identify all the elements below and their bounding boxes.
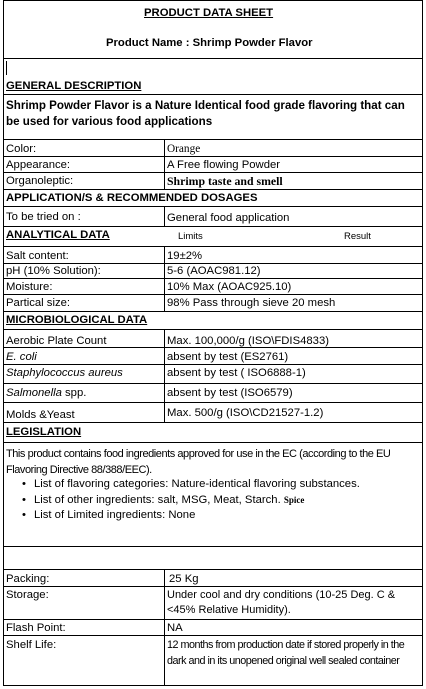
footer-value-flashpoint: NA: [167, 622, 183, 634]
analytical-label-moisture: Moisture:: [6, 281, 53, 293]
bullet-icon: •: [22, 509, 26, 521]
sheet-title: PRODUCT DATA SHEET: [144, 7, 274, 19]
legislation-bullet-3-text: List of Limited ingredients: None: [33, 509, 196, 521]
bullet-icon: •: [22, 478, 26, 490]
analytical-col-result: Result: [344, 231, 371, 242]
analytical-col-limits: Limits: [178, 231, 203, 242]
property-label-color: Color:: [6, 143, 37, 155]
micro-label-molds: Molds &Yeast: [6, 409, 75, 421]
legislation-heading: LEGISLATION: [6, 426, 82, 438]
text-cursor: [6, 61, 7, 75]
micro-label-ecoli: E. coli: [6, 351, 37, 363]
micro-value-aerobic: Max. 100,000/g (ISO\FDIS4833): [167, 335, 330, 347]
salmonella-genus: Salmonella: [6, 387, 62, 399]
footer-label-packing: Packing:: [6, 573, 50, 585]
legislation-bullet-2: [22, 493, 304, 507]
analytical-label-particle: Partical size:: [6, 297, 71, 309]
micro-value-salmonella: absent by test (ISO6579): [167, 387, 293, 399]
property-value-appearance: A Free flowing Powder: [167, 159, 281, 171]
analytical-value-particle: 98% Pass through sieve 20 mesh: [167, 297, 336, 309]
footer-label-flashpoint: Flash Point:: [6, 622, 66, 634]
microbiological-heading: MICROBIOLOGICAL DATA: [6, 314, 148, 326]
applications-value: General food application: [167, 212, 290, 224]
applications-heading: APPLICATION/S & RECOMMENDED DOSAGES: [6, 192, 258, 204]
analytical-value-moisture: 10% Max (AOAC925.10): [167, 281, 292, 293]
general-description-text: Shrimp Powder Flavor is a Nature Identical food grade flavoring that can be used for various food applications: [6, 99, 405, 128]
legislation-bullet-1-text: List of flavoring categories: Nature-identical flavoring substances.: [33, 478, 360, 490]
micro-value-molds: Max. 500/g (ISO\CD21527-1.2): [167, 407, 324, 419]
legislation-bullet-2-text: List of other ingredients: salt, MSG, Meat, Starch.: [33, 494, 281, 506]
footer-label-storage: Storage:: [6, 589, 49, 601]
analytical-label-ph: pH (10% Solution):: [6, 265, 101, 277]
applications-label: To be tried on :: [6, 211, 81, 223]
general-description-heading: GENERAL DESCRIPTION: [6, 80, 142, 92]
micro-value-staph: absent by test ( ISO6888-1): [167, 367, 306, 379]
property-label-organoleptic: Organoleptic:: [6, 175, 74, 187]
legislation-bullet-2-suffix: Spice: [283, 495, 305, 505]
footer-label-shelflife: Shelf Life:: [6, 639, 57, 651]
micro-label-aerobic: Aerobic Plate Count: [6, 335, 107, 347]
salmonella-suffix: spp.: [61, 387, 87, 399]
product-name: Product Name : Shrimp Powder Flavor: [106, 37, 313, 49]
analytical-heading: ANALYTICAL DATA: [6, 229, 110, 241]
product-data-sheet: [3, 0, 423, 686]
legislation-bullet-3: [22, 508, 195, 522]
property-value-organoleptic: Shrimp taste and smell: [167, 174, 283, 188]
footer-value-storage: Under cool and dry conditions (10-25 Deg. C & <45% Relative Humidity).: [167, 589, 396, 616]
analytical-label-salt: Salt content:: [6, 250, 69, 262]
footer-value-shelflife: 12 months from production date if stored properly in the dark and in its unopened original well sealed container: [167, 639, 405, 667]
legislation-text: This product contains food ingredients approved for use in the EC (according to the EU Flavoring Directive 88/388/EEC).: [6, 448, 391, 476]
property-value-color: Orange: [167, 143, 201, 155]
analytical-value-ph: 5-6 (AOAC981.12): [167, 265, 261, 277]
property-label-appearance: Appearance:: [6, 159, 71, 171]
micro-label-staph: Staphylococcus aureus: [6, 367, 123, 379]
micro-value-ecoli: absent by test (ES2761): [167, 351, 289, 363]
analytical-value-salt: 19±2%: [167, 250, 203, 262]
bullet-icon: •: [22, 494, 26, 506]
footer-value-packing: 25 Kg: [169, 573, 199, 585]
micro-label-salmonella: [6, 386, 86, 400]
legislation-bullet-1: [22, 477, 360, 491]
